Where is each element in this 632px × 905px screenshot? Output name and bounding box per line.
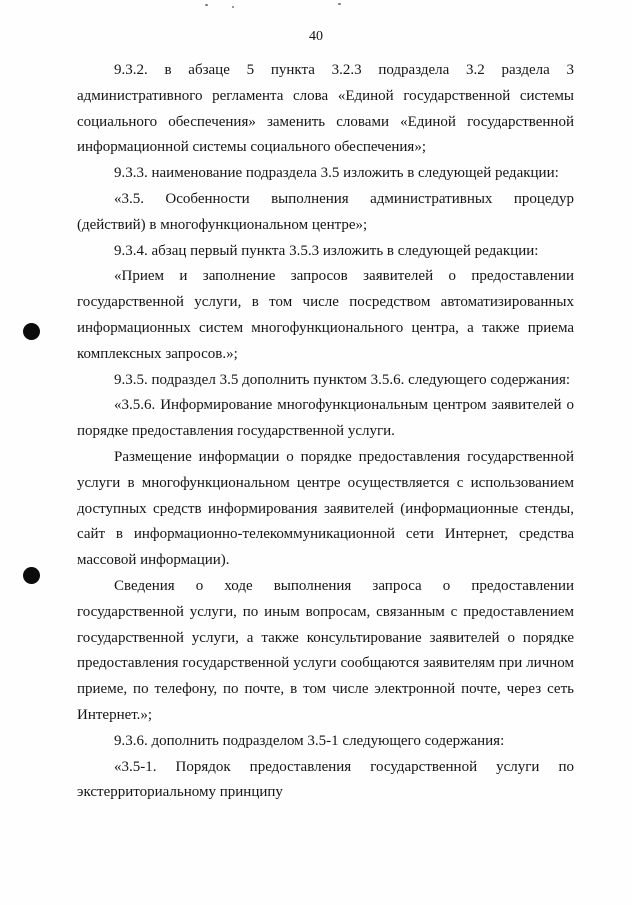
paragraph-9-3-3: 9.3.3. наименование подраздела 3.5 изложить в следующей редакции: xyxy=(114,165,559,182)
hole-punch-mark xyxy=(23,323,40,340)
paragraph-information-placement: Размещение информации о порядке предоставления государственной услуги в многофункциональном центре осуществляется с использованием доступных средств информирования заявителей (информационные стенды, сайт в информационно-телекоммуникационной сети Интернет, средства массовой информации). xyxy=(77,448,574,569)
paragraph-request-status-info: Сведения о ходе выполнения запроса о предоставлении государственной услуги, по иным вопросам, связанным с предоставлением государственной услуги, а также консультирование заявителей о порядке предоставления государственной услуги сообщаются заявителям при личном приеме, по телефону, по почте, в том числе электронной почте, через сеть Интернет.»; xyxy=(77,577,574,723)
scan-speck xyxy=(338,3,341,5)
quote-clause-3-5-3: «Прием и заполнение запросов заявителей о предоставлении государственной услуги, в том числе посредством автоматизированных информационных систем многофункционального центра, а также приема комплексных запросов.»; xyxy=(77,268,574,362)
paragraph-9-3-5: 9.3.5. подраздел 3.5 дополнить пунктом 3.5.6. следующего содержания: xyxy=(114,371,571,388)
paragraph-9-3-2: 9.3.2. в абзаце 5 пункта 3.2.3 подраздела 3.2 раздела 3 административного регламента слова «Единой государственной системы социального обеспечения» заменить словами «Единой государственной информационной системы социального обеспечения»; xyxy=(77,62,574,156)
paragraph-9-3-4: 9.3.4. абзац первый пункта 3.5.3 изложить в следующей редакции: xyxy=(114,242,539,259)
page-number: 40 xyxy=(309,29,323,44)
scan-speck xyxy=(205,4,208,6)
paragraph-9-3-6: 9.3.6. дополнить подразделом 3.5-1 следующего содержания: xyxy=(114,732,505,749)
hole-punch-mark xyxy=(23,567,40,584)
quote-section-3-5-title: «3.5. Особенности выполнения административных процедур (действий) в многофункциональном центре»; xyxy=(77,190,574,233)
quote-section-3-5-1-title: «3.5-1. Порядок предоставления государственной услуги по экстерриториальному принципу xyxy=(77,758,574,801)
quote-clause-3-5-6: «3.5.6. Информирование многофункциональным центром заявителей о порядке предоставления государственной услуги. xyxy=(77,397,574,440)
scan-speck xyxy=(232,6,234,8)
document-body xyxy=(77,58,574,806)
